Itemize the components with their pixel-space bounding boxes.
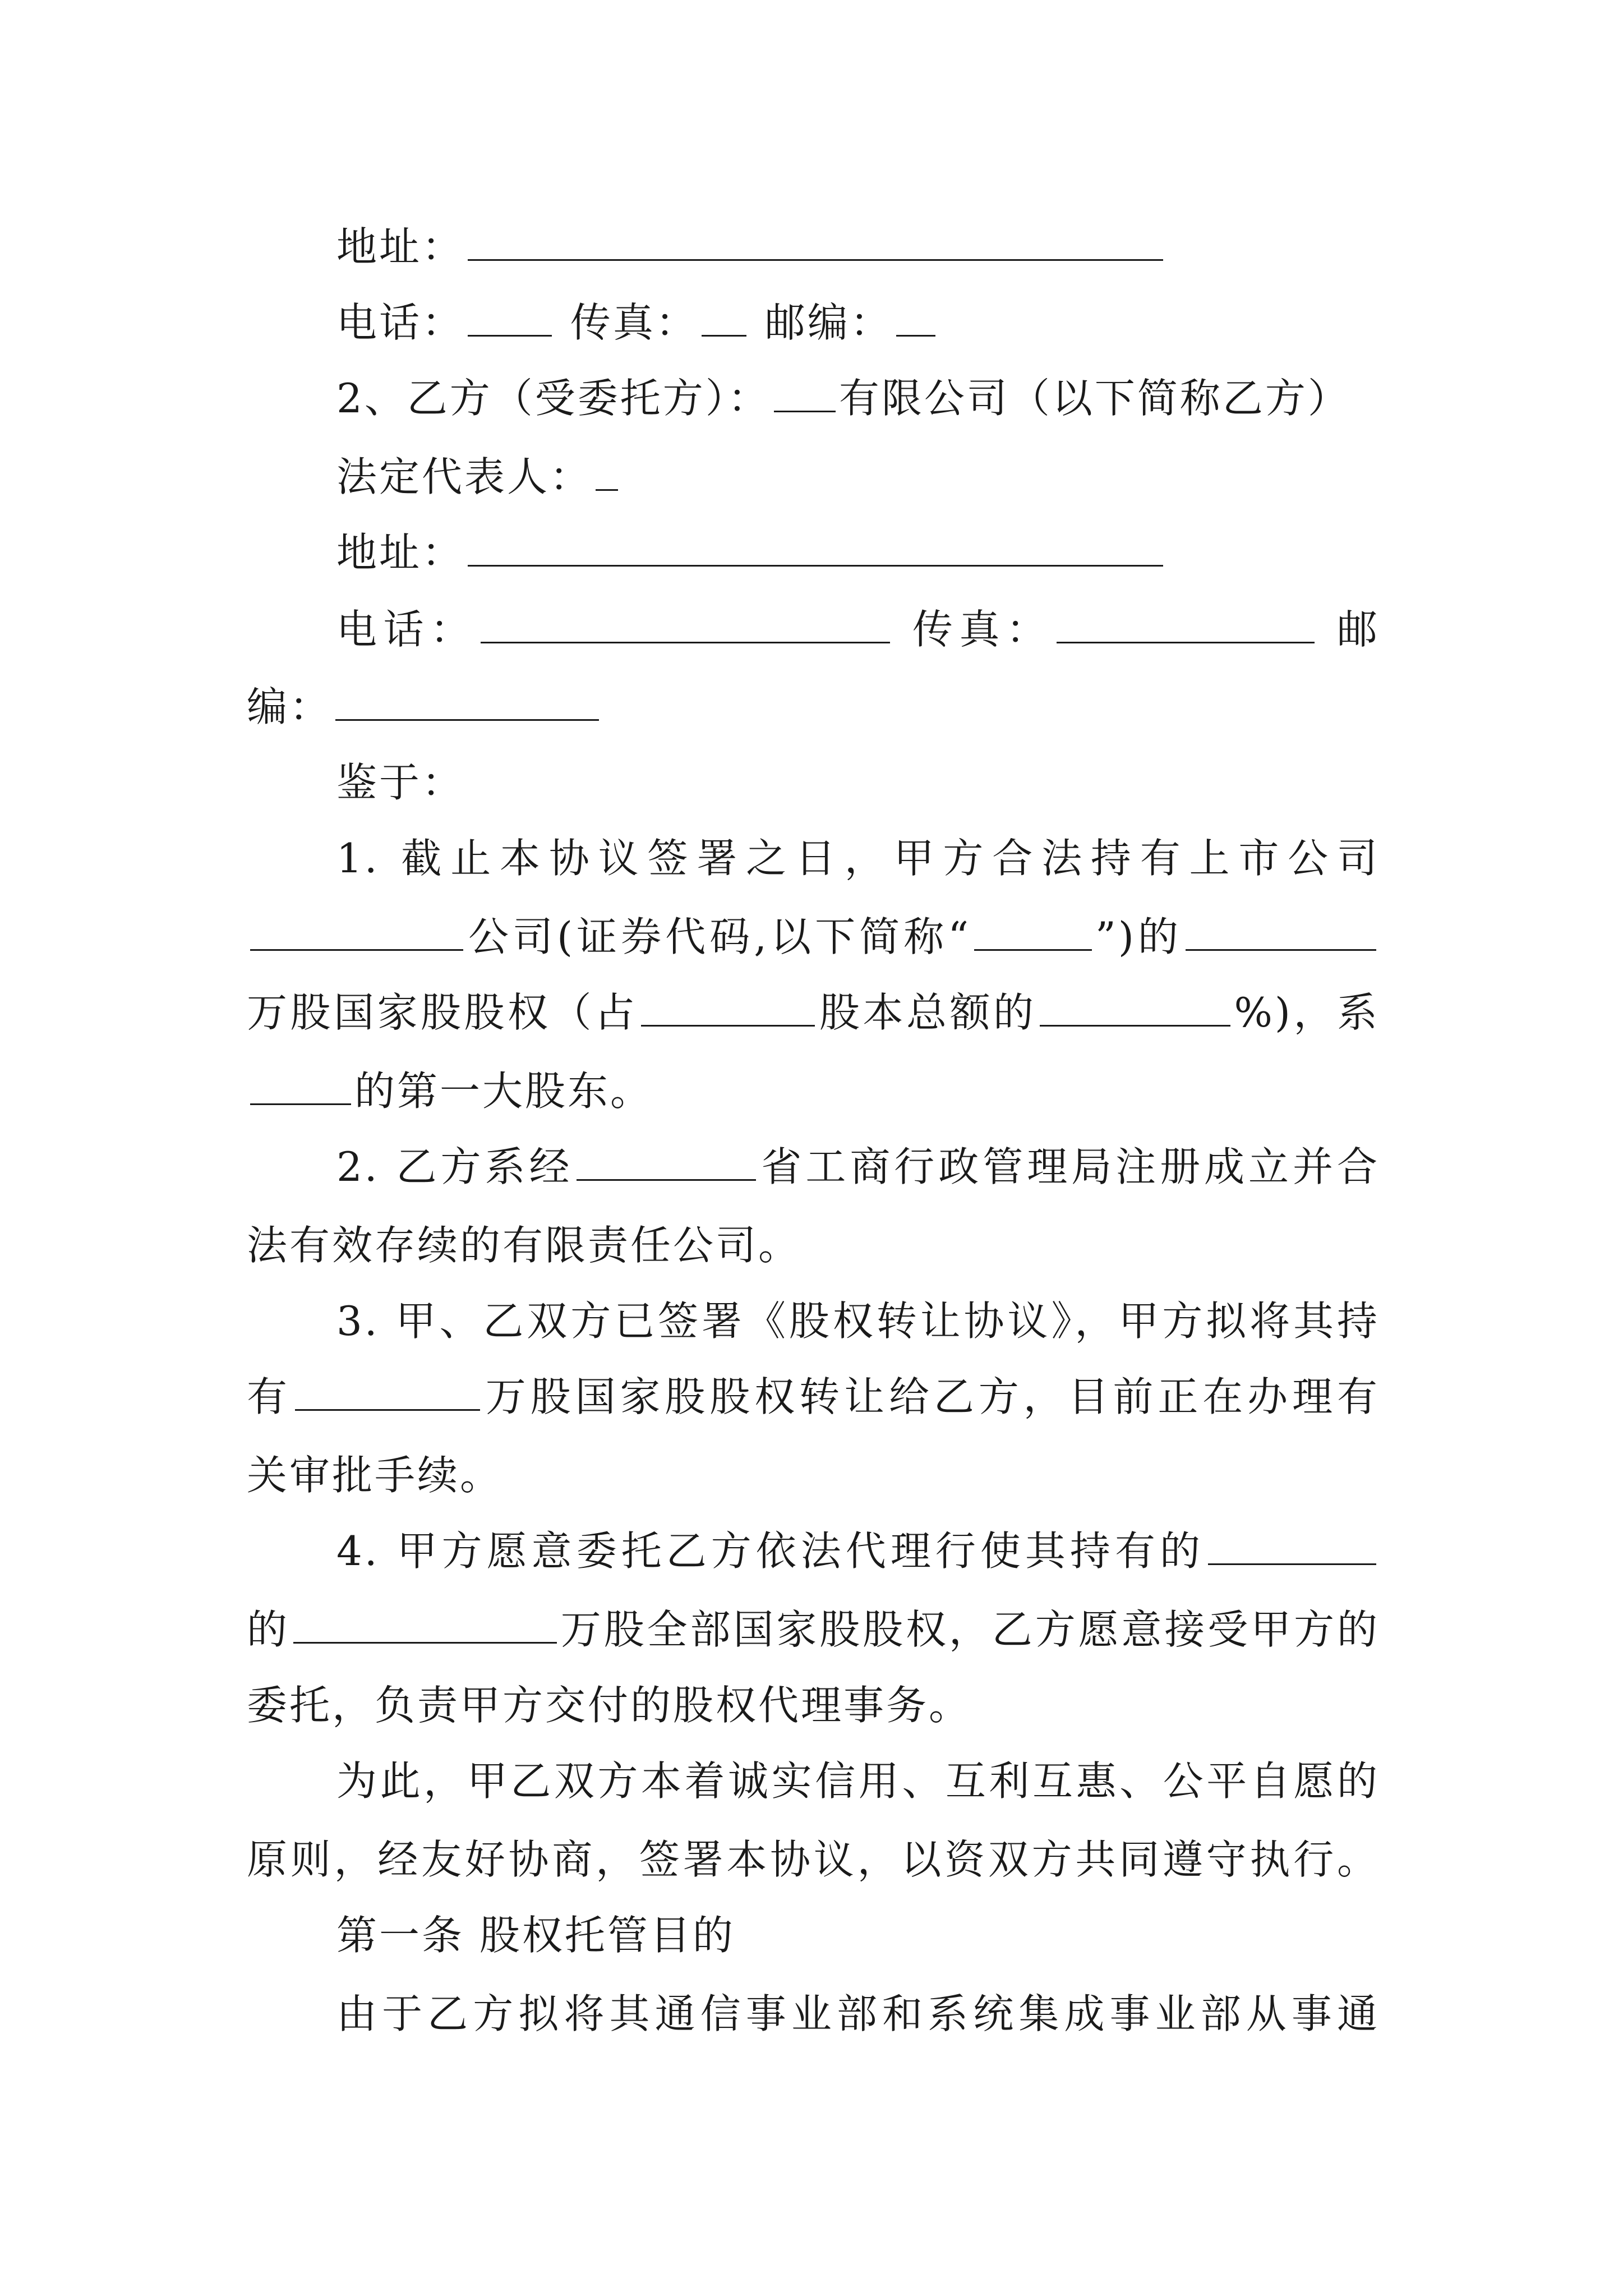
fill-in-blank xyxy=(1186,905,1376,951)
fill-in-blank xyxy=(1057,598,1315,643)
line-text: 股本总额的 xyxy=(818,989,1037,1036)
line-l14 xyxy=(247,1212,1380,1279)
line-text: 4. 甲方愿意委托乙方依法代理行使其持有的 xyxy=(336,1527,1205,1575)
line-text: 有 xyxy=(247,1373,292,1420)
line-text: 法定代表人： xyxy=(336,453,593,500)
line-text: 鉴于： xyxy=(336,759,465,806)
fill-in-blank xyxy=(468,291,552,337)
line-l3 xyxy=(247,365,1380,432)
line-l9 xyxy=(247,825,1380,892)
line-text: 邮编： xyxy=(749,299,893,346)
line-l15 xyxy=(247,1287,1380,1355)
line-text: 万股全部国家股股权，乙方愿意接受甲方的 xyxy=(560,1606,1380,1653)
fill-in-blank xyxy=(468,521,1163,567)
line-l12 xyxy=(247,1057,1380,1125)
fill-in-blank xyxy=(702,291,746,337)
line-text: 第一条 股权托管目的 xyxy=(336,1912,735,1959)
line-l16 xyxy=(247,1363,1380,1430)
line-l8 xyxy=(247,749,1380,816)
line-text: 万股国家股股权（占 xyxy=(247,989,638,1036)
line-l20 xyxy=(247,1672,1380,1739)
line-text: %)，系 xyxy=(1234,989,1380,1036)
line-text: 传真： xyxy=(893,606,1053,653)
line-text: 法有效存续的有限责任公司。 xyxy=(247,1222,801,1269)
line-l19 xyxy=(247,1596,1380,1663)
fill-in-blank xyxy=(774,367,836,412)
line-text: 2、乙方（受委托方）： xyxy=(336,375,771,422)
line-text: 邮 xyxy=(1317,606,1380,653)
line-l22 xyxy=(247,1826,1380,1893)
line-l23 xyxy=(247,1902,1380,1969)
line-l7 xyxy=(247,673,1380,740)
line-text: 由于乙方拟将其通信事业部和系统集成事业部从事通 xyxy=(336,1990,1380,2037)
line-text: ”)的 xyxy=(1095,913,1182,960)
line-text: 委托，负责甲方交付的股权代理事务。 xyxy=(247,1682,972,1729)
fill-in-blank xyxy=(974,905,1092,951)
fill-in-blank xyxy=(641,981,815,1027)
line-l21 xyxy=(247,1747,1380,1815)
line-text: 地址： xyxy=(336,529,465,576)
line-text: 电话： xyxy=(336,606,477,653)
line-l18 xyxy=(247,1517,1380,1585)
line-text: 地址： xyxy=(336,223,465,270)
line-text: 省工商行政管理局注册成立并合 xyxy=(759,1143,1380,1190)
line-text: 的第一大股东。 xyxy=(354,1068,653,1115)
fill-in-blank xyxy=(1208,1520,1376,1565)
line-l24 xyxy=(247,1980,1380,2047)
line-l5 xyxy=(247,519,1380,586)
fill-in-blank xyxy=(295,1365,480,1411)
line-text: 2. 乙方系经 xyxy=(336,1143,574,1190)
line-l13 xyxy=(247,1133,1380,1200)
fill-in-blank xyxy=(596,445,618,491)
line-text: 1. 截止本协议签署之日，甲方合法持有上市公司 xyxy=(336,835,1380,882)
line-text: 有限公司（以下简称乙方） xyxy=(838,375,1350,422)
fill-in-blank xyxy=(250,1060,351,1105)
line-text: 关审批手续。 xyxy=(247,1452,503,1499)
line-text: 原则，经友好协商，签署本协议，以资双方共同遵守执行。 xyxy=(247,1836,1380,1883)
line-text: 公司(证券代码,以下简称“ xyxy=(467,913,971,960)
line-l1 xyxy=(247,213,1380,280)
line-l2 xyxy=(247,289,1380,356)
line-text: 的 xyxy=(247,1606,290,1653)
fill-in-blank xyxy=(896,291,935,337)
line-text: 万股国家股股权转让给乙方，目前正在办理有 xyxy=(483,1373,1380,1420)
line-text: 编： xyxy=(247,683,333,730)
line-l4 xyxy=(247,443,1380,510)
fill-in-blank xyxy=(468,215,1163,261)
line-l11 xyxy=(247,979,1380,1046)
line-text: 电话： xyxy=(336,299,465,346)
line-l10 xyxy=(247,903,1380,970)
line-text: 为此，甲乙双方本着诚实信用、互利互惠、公平自愿的 xyxy=(336,1757,1380,1805)
fill-in-blank xyxy=(250,905,463,951)
line-text: 3. 甲、乙双方已签署《股权转让协议》，甲方拟将其持 xyxy=(336,1297,1380,1345)
line-l6 xyxy=(247,596,1380,663)
fill-in-blank xyxy=(1040,981,1230,1027)
fill-in-blank xyxy=(335,675,599,721)
fill-in-blank xyxy=(293,1598,557,1644)
fill-in-blank xyxy=(481,598,890,643)
fill-in-blank xyxy=(577,1135,756,1181)
line-text: 传真： xyxy=(555,299,698,346)
line-l17 xyxy=(247,1442,1380,1509)
